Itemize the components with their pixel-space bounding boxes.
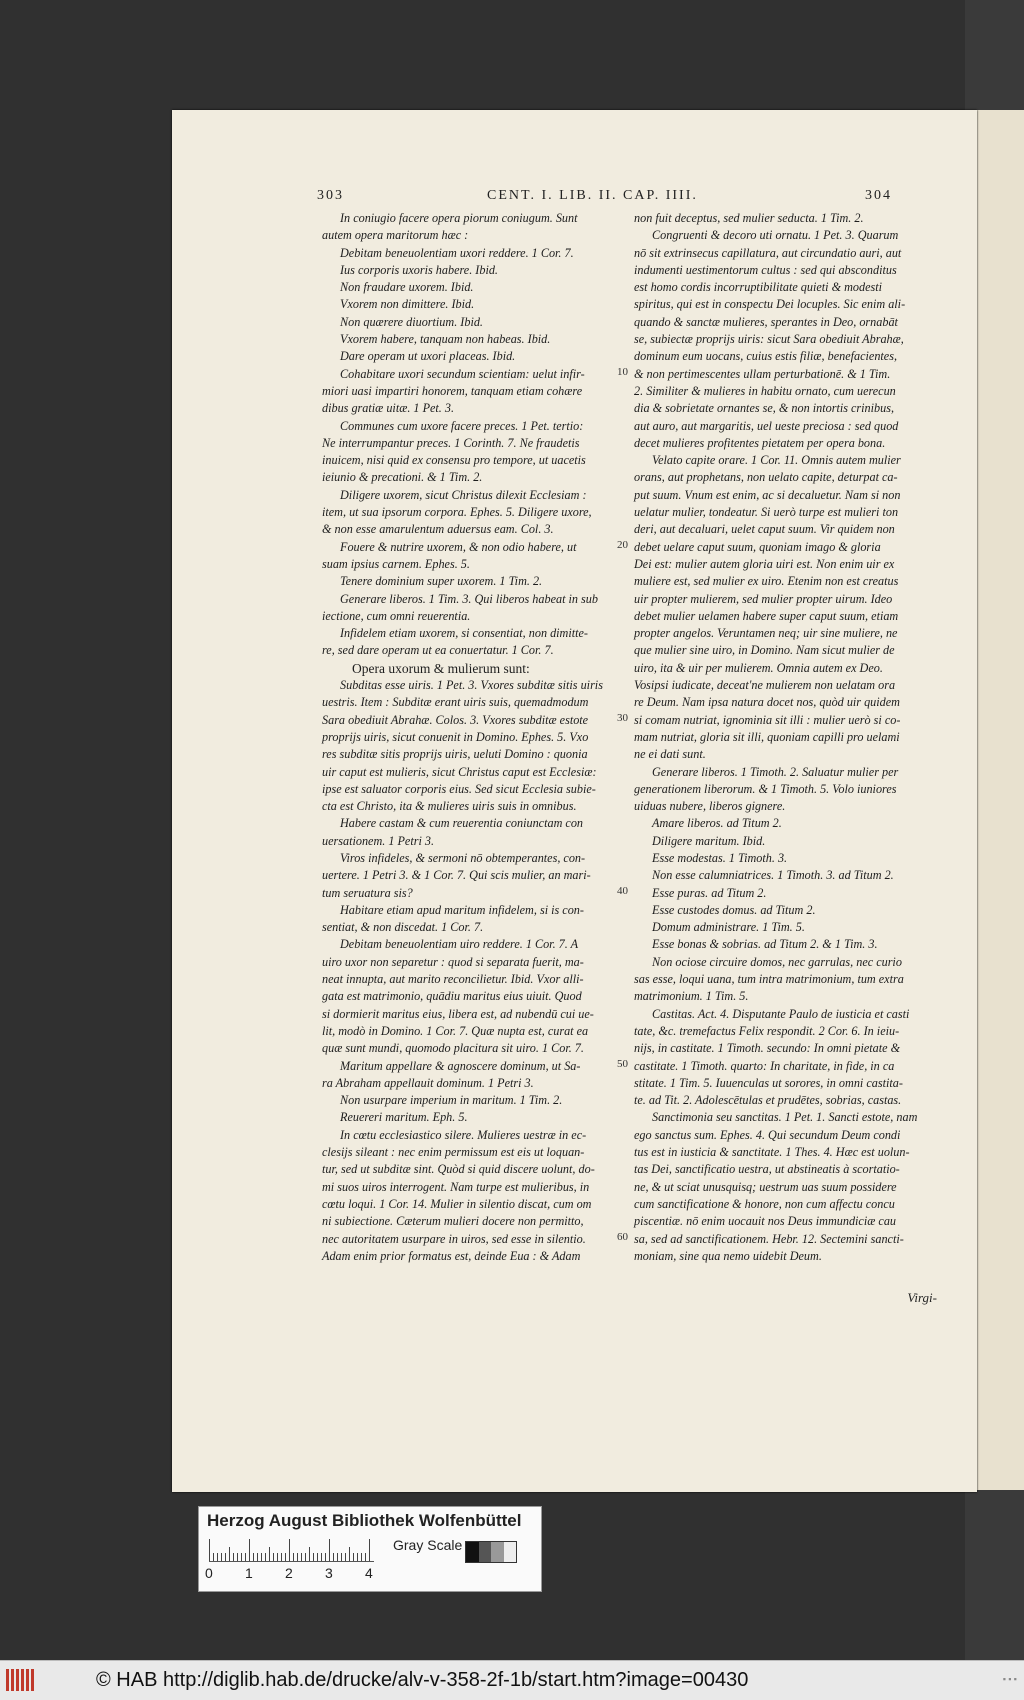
right_column-line: se, subiectæ proprijs uiris: sicut Sara obediuit Abrahæ, [634, 332, 904, 347]
right_column-line: matrimonium. 1 Tim. 5. [634, 989, 749, 1004]
right_column-line: dia & sobrietate ornantes se, & non intortis crinibus, [634, 401, 895, 416]
ruler-tick [325, 1553, 326, 1561]
right_column-line: indumenti uestimentorum cultus : sed qui absconditus [634, 262, 897, 277]
ruler-tick [289, 1539, 290, 1561]
left_column-line: Vxorem habere, tanquam non habeas. Ibid. [340, 332, 551, 347]
right_column-line: Esse bonas & sobrias. ad Titum 2. & 1 Tim. 3. [652, 937, 878, 952]
left_column-line: dibus gratiæ uitæ. 1 Pet. 3. [322, 401, 455, 416]
left_column-line: Vxorem non dimittere. Ibid. [340, 297, 475, 312]
ruler-tick [321, 1553, 322, 1561]
margin-number: 10 [617, 365, 628, 378]
right_column-line: mam nutriat, gloria sit illi, quoniam capilli pro uelami [634, 729, 900, 744]
left_column-line: miori uasi impartiri honorem, tanquam etiam cohære [322, 383, 583, 398]
left_column-line: uiro uxor non separetur : quod si separata fuerit, ma- [322, 954, 584, 969]
ruler-tick [221, 1553, 222, 1561]
right_column-line: ne, & ut sciat unusquisq; uestrum uas suum possidere [634, 1179, 897, 1194]
ruler-tick [281, 1553, 282, 1561]
left_column-line: suam ipsius carnem. Ephes. 5. [322, 556, 470, 571]
right_column-line: dominum eum uocans, cuius estis filiæ, benefacientes, [634, 349, 898, 364]
ruler-tick [277, 1553, 278, 1561]
ruler-tick [229, 1547, 230, 1561]
ruler-tick [273, 1553, 274, 1561]
right_column-line: generationem liberorum. & 1 Timoth. 5. Volo iuniores [634, 781, 897, 796]
ruler-tick [341, 1553, 342, 1561]
left_column-line: Reuereri maritum. Eph. 5. [340, 1110, 468, 1125]
copyright-url[interactable]: © HAB http://diglib.hab.de/drucke/alv-v-358-2f-1b/start.htm?image=00430 [96, 1669, 749, 1691]
left-column [322, 210, 622, 1265]
ruler-number: 3 [325, 1565, 333, 1581]
right_column-line: nijs, in castitate. 1 Timoth. secundo: In omni pietate & [634, 1041, 901, 1056]
right_column-line: si comam nutriat, ignominia sit illi : mulier uerò si co- [634, 712, 901, 727]
left_column-line: Infidelem etiam uxorem, si consentiat, non dimitte- [340, 626, 588, 641]
ruler-tick [293, 1553, 294, 1561]
right_column-line: debet mulier uelamen habere super caput suum, etiam [634, 608, 899, 623]
right_column-line: Vosipsi iudicate, deceat'ne mulierem non uelatam ora [634, 678, 896, 693]
ruler-tick [253, 1553, 254, 1561]
left_column-line: Maritum appellare & agnoscere dominum, ut Sa- [340, 1058, 581, 1073]
right_column-line: moniam, sine qua nemo uidebit Deum. [634, 1248, 822, 1263]
left_column-line: Habere castam & cum reuerentia coniunctam con [340, 816, 584, 831]
ruler-tick [209, 1539, 210, 1561]
gray-scale-label: Gray Scale [393, 1537, 463, 1553]
left_column-line: re, sed dare operam ut ea conuertatur. 1 Cor. 7. [322, 643, 554, 658]
right_column-line: tas Dei, sanctificatio uestra, ut abstineatis à scortatio- [634, 1162, 900, 1177]
gray-swatch [466, 1542, 479, 1562]
ruler-tick [301, 1553, 302, 1561]
right_column-line: propter angelos. Veruntamen neq; uir sine muliere, ne [634, 626, 898, 641]
right_column-line: piscentiæ. nō enim uocauit nos Deus immundiciæ cau [634, 1214, 897, 1229]
left_column-line: gata est matrimonio, quādiu maritus eius uiuit. Quod [322, 989, 582, 1004]
right_column-line: spiritus, qui est in conspectu Dei locuples. Sic enim ali- [634, 297, 906, 312]
footer-bar [0, 1660, 1024, 1700]
footer-counter: ▪▪▪ [1001, 1675, 1018, 1685]
right_column-line: & non pertimescentes ullam perturbationē. & 1 Tim. [634, 366, 891, 381]
right_column-line: cum sanctificatione & honore, non cum affectu concu [634, 1196, 895, 1211]
left_column-line: In cœtu ecclesiastico silere. Mulieres uestræ in ec- [340, 1127, 587, 1142]
left_column-line: nec autoritatem usurpare in uiros, sed esse in silentio. [322, 1231, 586, 1246]
right_column-line: uir propter mulierem, sed mulier propter uirum. Ideo [634, 591, 893, 606]
ruler-tick [349, 1547, 350, 1561]
right_column-line: Velato capite orare. 1 Cor. 11. Omnis autem mulier [652, 453, 901, 468]
right_column-line: castitate. 1 Timoth. quarto: In charitate, in fide, in ca [634, 1058, 895, 1073]
left_column-line: tum seruatura sis? [322, 885, 413, 900]
right_column-line: decet mulieres profitentes pietatem per opera bona. [634, 435, 886, 450]
gray-swatch [504, 1542, 517, 1562]
right_column-line: muliere est, sed mulier ex uiro. Etenim non est creatus [634, 574, 899, 589]
ruler-tick [357, 1553, 358, 1561]
running-header [172, 188, 977, 208]
left_column-line: uertere. 1 Petri 3. & 1 Cor. 7. Qui scis mulier, an mari- [322, 868, 591, 883]
left_column-line: si dormierit maritus eius, libera est, ad nubendū cui ue- [322, 1006, 594, 1021]
left_column-line: Ius corporis uxoris habere. Ibid. [340, 262, 498, 277]
left_column-line: Adam enim prior formatus est, deinde Eua : & Adam [322, 1248, 581, 1263]
ruler-number: 1 [245, 1565, 253, 1581]
right_column-line: Generare liberos. 1 Timoth. 2. Saluatur mulier per [652, 764, 899, 779]
left_column-line: tur, sed ut subditæ sint. Quòd si quid discere uolunt, do- [322, 1162, 595, 1177]
ruler-tick [225, 1553, 226, 1561]
right_column-line: tate, &c. tremefactus Felix respondit. 2 Cor. 6. In ieiu- [634, 1023, 900, 1038]
ruler-tick [269, 1547, 270, 1561]
right_column-line: est homo cordis incorruptibilitate quieti & modesti [634, 280, 883, 295]
right_column-line: Sanctimonia seu sanctitas. 1 Pet. 1. Sancti estote, nam [652, 1110, 918, 1125]
left_column-line: Diligere uxorem, sicut Christus dilexit Ecclesiam : [340, 487, 587, 502]
ruler-tick [285, 1553, 286, 1561]
right_column-line: uelatur mulier, tondeatur. Si uerò turpe est mulieri ton [634, 505, 899, 520]
right_column-line: debet uelare caput suum, quoniam imago & gloria [634, 539, 881, 554]
right_column-line: uiduas nubere, liberos gignere. [634, 799, 786, 814]
left_column-line: proprijs uiris, sicut conuenit in Domino. Ephes. 5. Vxo [322, 729, 589, 744]
right_column-line: Congruenti & decoro uti ornatu. 1 Pet. 3. Quarum [652, 228, 899, 243]
ruler-number: 4 [365, 1565, 373, 1581]
left_column-line: Non quærere diuortium. Ibid. [340, 314, 483, 329]
right-column [634, 210, 934, 1265]
book-page [172, 110, 977, 1492]
right_column-line: orans, aut prophetans, non uelato capite, deturpat ca- [634, 470, 898, 485]
left_column-line: ipse est saluator corporis eius. Sed sicut Ecclesia subie- [322, 781, 596, 796]
left_column-line: Ne interrumpantur preces. 1 Corinth. 7. Ne fraudetis [322, 435, 580, 450]
ruler-tick [241, 1553, 242, 1561]
page-curl [977, 110, 1024, 1490]
left_column-line: & non esse amarulentum aduersus eam. Col. 3. [322, 522, 554, 537]
left_column-line: Non usurpare imperium in maritum. 1 Tim. 2. [340, 1093, 563, 1108]
left_column-line: autem opera maritorum hæc : [322, 228, 469, 243]
ruler-tick [257, 1553, 258, 1561]
left_column-line: sentiat, & non discedat. 1 Cor. 7. [322, 920, 484, 935]
right_column-line: Castitas. Act. 4. Disputante Paulo de iusticia et casti [652, 1006, 910, 1021]
ruler-tick [261, 1553, 262, 1561]
ruler-number: 0 [205, 1565, 213, 1581]
left_column-line: uersationem. 1 Petri 3. [322, 833, 435, 848]
ruler-tick [353, 1553, 354, 1561]
page-number-left: 303 [317, 188, 344, 203]
left_column-line: Opera uxorum & mulierum sunt: [352, 660, 530, 676]
ruler-tick [369, 1539, 370, 1561]
left_column-line: uir caput est mulieris, sicut Christus caput est Ecclesiæ: [322, 764, 597, 779]
ruler-tick [309, 1547, 310, 1561]
ruler-tick [333, 1553, 334, 1561]
left_column-line: iectione, cum omni reuerentia. [322, 608, 471, 623]
right_column-line: non fuit deceptus, sed mulier seducta. 1 Tim. 2. [634, 211, 864, 225]
left_column-line: Cohabitare uxori secundum scientiam: uelut infir- [340, 366, 585, 381]
right_column-line: nō sit extrinsecus capillatura, aut circundatio auri, aut [634, 245, 902, 260]
left_column-line: cœtu loqui. 1 Cor. 14. Mulier in silentio discat, cum om [322, 1196, 592, 1211]
right_column-line: put suum. Vnum est enim, ac si decaluetur. Nam si non [634, 487, 901, 502]
right_column-line: stitate. 1 Tim. 5. Iuuenculas ut sorores, in omni castita- [634, 1075, 903, 1090]
right_column-line: Esse modestas. 1 Timoth. 3. [652, 850, 788, 865]
ruler-tick [329, 1539, 330, 1561]
right_column-line: Amare liberos. ad Titum 2. [652, 816, 782, 831]
left_column-line: lit, modò in Domino. 1 Cor. 7. Quæ nupta est, curat ea [322, 1023, 589, 1038]
header-title: CENT. I. LIB. II. CAP. IIII. [487, 188, 698, 203]
left_column-line: Non fraudare uxorem. Ibid. [340, 280, 474, 295]
ruler-tick [245, 1553, 246, 1561]
left_column-line: Tenere dominium super uxorem. 1 Tim. 2. [340, 574, 543, 589]
right_column-line: Non esse calumniatrices. 1 Timoth. 3. ad Titum 2. [652, 868, 894, 883]
ruler-tick [313, 1553, 314, 1561]
margin-number: 40 [617, 884, 628, 897]
ruler-number: 2 [285, 1565, 293, 1581]
gray-swatch [491, 1542, 504, 1562]
left_column-line: Fouere & nutrire uxorem, & non odio habere, ut [340, 539, 577, 554]
left_column-line: Communes cum uxore facere preces. 1 Pet. tertio: [340, 418, 584, 433]
right_column-line: sa, sed ad sanctificationem. Hebr. 12. Sectemini sancti- [634, 1231, 904, 1246]
right_column-line: uiro, ita & uir per mulierem. Omnia autem ex Deo. [634, 660, 883, 675]
left_column-line: clesijs sileant : nec enim permissum est eis ut loquan- [322, 1145, 585, 1160]
left_column-line: neat innupta, aut marito reconcilietur. Ibid. Vxor alli- [322, 972, 584, 987]
left_column-line: Habitare etiam apud maritum infidelem, si is con- [340, 902, 584, 917]
page-number-right: 304 [865, 188, 892, 203]
left_column-line: item, ut sua ipsorum corpora. Ephes. 5. Diligere uxore, [322, 505, 592, 520]
ruler-tick [365, 1553, 366, 1561]
ruler-tick [305, 1553, 306, 1561]
left_column-line: Debitam beneuolentiam uiro reddere. 1 Cor. 7. A [340, 937, 579, 952]
left_column-line: ieiunio & precationi. & 1 Tim. 2. [322, 470, 483, 485]
left_column-line: cta est Christo, ita & mulieres uiris suis in omnibus. [322, 799, 577, 814]
margin-number: 30 [617, 711, 628, 724]
ruler-tick [345, 1553, 346, 1561]
left_column-line: uestris. Item : Subditæ erant uiris suis, quemadmodum [322, 695, 589, 710]
ruler-tick [237, 1553, 238, 1561]
left_column-line: inuicem, nisi quid ex consensu pro tempore, ut uacetis [322, 453, 586, 468]
left_column-line: mi suos uiros interrogent. Nam turpe est mulieribus, in [322, 1179, 590, 1194]
left_column-line: Subditas esse uiris. 1 Pet. 3. Vxores subditæ sitis uiris [340, 678, 603, 693]
right_column-line: ne ei dati sunt. [634, 747, 706, 762]
right_column-line: ego sanctus sum. Ephes. 4. Qui secundum Deum condi [634, 1127, 901, 1142]
ruler-tick [265, 1553, 266, 1561]
gray-swatch [479, 1542, 492, 1562]
right_column-line: deri, aut decaluari, uelet caput suum. Vir quidem non [634, 522, 895, 537]
margin-number: 20 [617, 538, 628, 551]
catchword: Virgi- [907, 1290, 937, 1305]
right_column-line: Domum administrare. 1 Tim. 5. [652, 920, 805, 935]
left_column-line: ra Abraham appellauit dominum. 1 Petri 3. [322, 1075, 534, 1090]
right_column-line: 2. Similiter & mulieres in habitu ornato, cum uerecun [634, 383, 896, 398]
left_column-line: Generare liberos. 1 Tim. 3. Qui liberos habeat in sub [340, 591, 598, 606]
library-name: Herzog August Bibliothek Wolfenbüttel [207, 1511, 522, 1530]
ruler-tick [361, 1553, 362, 1561]
margin-number: 60 [617, 1230, 628, 1243]
right_column-line: quando & sanctæ mulieres, sperantes in Deo, ornabāt [634, 314, 898, 329]
right_column-line: te. ad Tit. 2. Adolescētulas et prudētes, sobrias, castas. [634, 1093, 902, 1108]
ruler-tick [297, 1553, 298, 1561]
left_column-line: ni subiectione. Cæterum mulieri docere non permitto, [322, 1214, 584, 1229]
left_column-line: Dare operam ut uxori placeas. Ibid. [340, 349, 516, 364]
left_column-line: Debitam beneuolentiam uxori reddere. 1 Cor. 7. [340, 245, 574, 260]
right_column-line: que mulier sine uiro, in Domino. Nam sicut mulier de [634, 643, 895, 658]
color-scale-card [198, 1506, 542, 1592]
ruler-tick [317, 1553, 318, 1561]
ruler-tick [217, 1553, 218, 1561]
right_column-line: Non ociose circuire domos, nec garrulas, nec curio [652, 954, 902, 969]
margin-number: 50 [617, 1057, 628, 1070]
right_column-line: tus est in iusticia & sanctitate. 1 Thes. 4. Hæc est uolun- [634, 1145, 910, 1160]
right_column-line: Esse puras. ad Titum 2. [652, 885, 767, 900]
right_column-line: Diligere maritum. Ibid. [652, 833, 766, 848]
right_column-line: Esse custodes domus. ad Titum 2. [652, 902, 816, 917]
ruler-tick [233, 1553, 234, 1561]
ruler-tick [337, 1553, 338, 1561]
right_column-line: aut auro, aut margaritis, uel ueste preciosa : sed quod [634, 418, 899, 433]
left_column-line: quæ sunt mundi, quomodo placitura sit uiro. 1 Cor. 7. [322, 1041, 584, 1056]
hab-logo-icon [6, 1669, 44, 1691]
ruler-tick [213, 1553, 214, 1561]
ruler [209, 1537, 374, 1562]
gray-scale-bar [465, 1541, 517, 1563]
right_column-line: Dei est: mulier autem gloria uiri est. Non enim uir ex [634, 556, 895, 571]
right_column-line: sas esse, loqui uana, tum intra matrimonium, tum extra [634, 972, 904, 987]
right_column-line: re Deum. Nam ipsa natura docet nos, quòd uir quidem [634, 695, 900, 710]
left_column-line: Sara obediuit Abrahæ. Colos. 3. Vxores subditæ estote [322, 712, 589, 727]
left_column-line: In coniugio facere opera piorum coniugum. Sunt [340, 211, 578, 225]
left_column-line: res subditæ sitis proprijs uiris, ueluti Domino : quonia [322, 747, 588, 762]
left_column-line: Viros infideles, & sermoni nō obtemperantes, con- [340, 850, 586, 865]
ruler-tick [249, 1539, 250, 1561]
